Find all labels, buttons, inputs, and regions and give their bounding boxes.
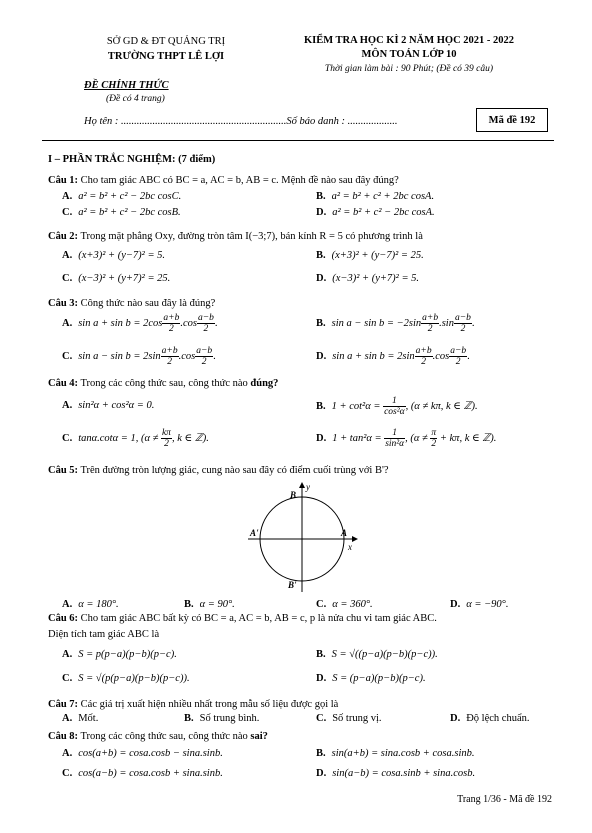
q6-option-a: A. S = p(p−a)(p−b)(p−c). bbox=[62, 649, 177, 660]
label-b-prime: B' bbox=[288, 580, 297, 590]
label-y: y bbox=[306, 482, 310, 492]
question-label: Câu 8: bbox=[48, 731, 79, 742]
q3-option-c: C. sin a − sin b = 2sin $\frac{a+b}{2}$ .cos $\frac{a-b}{2}$ . bbox=[62, 346, 216, 367]
section-title bbox=[48, 154, 215, 165]
label-b: B bbox=[290, 490, 297, 500]
q7-option-d: D. Độ lệch chuẩn. bbox=[450, 713, 530, 724]
q2-option-d: D. (x−3)² + (y+7)² = 5. bbox=[316, 273, 420, 284]
question-text: Trong các công thức sau, công thức nào bbox=[80, 378, 251, 389]
q1-option-d: D. a² = b² + c² − 2bc cosA. bbox=[316, 207, 435, 218]
header-divider bbox=[42, 140, 554, 141]
q2-option-a: A. (x+3)² + (y−7)² = 5. bbox=[62, 250, 166, 261]
q2-option-b: B. (x+3)² + (y−7)² = 25. bbox=[316, 250, 424, 261]
label-a: A bbox=[341, 528, 348, 538]
question-text: Trong mặt phẳng Oxy, đường tròn tâm I(−3;7), bán kính R = 5 có phương trình là bbox=[80, 231, 423, 242]
question-text: Diện tích tam giác ABC là bbox=[48, 629, 160, 640]
question-label: Câu 3: bbox=[48, 298, 79, 309]
q4-option-b: B. 1 + cot²α = $\frac{1}{\text{cos²α}}$ , (α ≠ kπ, k ∈ ℤ). bbox=[316, 396, 478, 417]
q7-option-c: C. Số trung vị. bbox=[316, 713, 382, 724]
question-emphasis: đúng? bbox=[250, 378, 279, 389]
q5-option-d: D. α = −90°. bbox=[450, 599, 509, 610]
q4-option-c: C. tanα.cotα = 1, (α ≠ $\frac{k\pi}{2}$ , k ∈ ℤ). bbox=[62, 428, 209, 449]
label-x: x bbox=[348, 542, 352, 552]
time-note: Thời gian làm bài : 90 Phút; (Đề có 39 câu) bbox=[324, 64, 494, 74]
official-label: ĐỀ CHÍNH THỨC bbox=[84, 80, 169, 91]
q6-option-d: D. S = (p−a)(p−b)(p−c). bbox=[316, 673, 426, 684]
q1-option-c: C. a² = b² + c² − 2bc cosB. bbox=[62, 207, 181, 218]
q7-option-b: B. Số trung bình. bbox=[184, 713, 260, 724]
question-text: Trên đường tròn lượng giác, cung nào sau đây có điểm cuối trùng với B'? bbox=[80, 465, 389, 476]
unit-circle-figure bbox=[240, 480, 360, 598]
question-2 bbox=[48, 231, 423, 242]
pages-note: (Đề có 4 trang) bbox=[106, 94, 165, 104]
question-label: Câu 2: bbox=[48, 231, 79, 242]
q1-option-a: A. a² = b² + c² − 2bc cosC. bbox=[62, 191, 182, 202]
question-5 bbox=[48, 465, 389, 476]
label-a-prime: A' bbox=[250, 528, 259, 538]
q3-option-a: A. sin a + sin b = 2cos $\frac{a+b}{2}$ .cos $\frac{a-b}{2}$ . bbox=[62, 313, 218, 334]
question-8 bbox=[48, 731, 268, 742]
page-footer: Trang 1/36 - Mã đề 192 bbox=[457, 794, 552, 805]
q1-option-b: B. a² = b² + c² + 2bc cosA. bbox=[316, 191, 435, 202]
q8-option-c: C. cos(a−b) = cosa.cosb + sina.sinb. bbox=[62, 768, 223, 779]
q2-option-c: C. (x−3)² + (y+7)² = 25. bbox=[62, 273, 171, 284]
question-7 bbox=[48, 699, 338, 710]
question-label: Câu 7: bbox=[48, 699, 79, 710]
question-4 bbox=[48, 378, 278, 389]
x-axis-arrow bbox=[352, 536, 358, 542]
question-label: Câu 1: bbox=[48, 175, 79, 186]
q8-option-a: A. cos(a+b) = cosa.cosb − sina.sinb. bbox=[62, 748, 223, 759]
header-left bbox=[66, 34, 266, 64]
section-title-text: I – PHẦN TRẮC NGHIỆM: (7 điểm) bbox=[48, 154, 216, 165]
question-3 bbox=[48, 298, 215, 309]
q3-option-d: D. sin a + sin b = 2sin $\frac{a+b}{2}$ .cos $\frac{a-b}{2}$ . bbox=[316, 346, 470, 367]
q5-option-b: B. α = 90°. bbox=[184, 599, 235, 610]
q8-option-d: D. sin(a−b) = cosa.sinb + sina.cosb. bbox=[316, 768, 476, 779]
name-line: Họ tên : ...............................................................Số báo danh : ................... bbox=[84, 116, 398, 127]
q3-option-b: B. sin a − sin b = −2sin $\frac{a+b}{2}$ .sin $\frac{a-b}{2}$ . bbox=[316, 313, 475, 334]
question-6-line2 bbox=[48, 629, 159, 640]
subject: MÔN TOÁN LỚP 10 bbox=[361, 49, 457, 60]
exam-code-box: Mã đề 192 bbox=[476, 108, 548, 132]
question-1 bbox=[48, 175, 399, 186]
question-label: Câu 6: bbox=[48, 613, 79, 624]
y-axis-arrow bbox=[299, 482, 305, 488]
q4-option-a: A. sin²α + cos²α = 0. bbox=[62, 400, 155, 411]
question-6 bbox=[48, 613, 437, 624]
question-label: Câu 4: bbox=[48, 378, 79, 389]
question-text: Công thức nào sau đây là đúng? bbox=[80, 298, 216, 309]
exam-title: KIỂM TRA HỌC KÌ 2 NĂM HỌC 2021 - 2022 bbox=[303, 35, 515, 46]
school-name: TRƯỜNG THPT LÊ LỢI bbox=[107, 51, 225, 62]
question-text: Cho tam giác ABC bất kỳ có BC = a, AC = b, AB = c, p là nửa chu vi tam giác ABC. bbox=[80, 613, 437, 624]
q8-option-b: B. sin(a+b) = sina.cosb + cosa.sinb. bbox=[316, 748, 475, 759]
q5-option-a: A. α = 180°. bbox=[62, 599, 119, 610]
header-right bbox=[280, 34, 538, 76]
dept-name: SỞ GD & ĐT QUẢNG TRỊ bbox=[106, 36, 226, 47]
question-text: Các giá trị xuất hiện nhiều nhất trong mẫu số liệu được gọi là bbox=[80, 699, 339, 710]
q5-option-c: C. α = 360°. bbox=[316, 599, 373, 610]
q6-option-c: C. S = √(p(p−a)(p−b)(p−c)). bbox=[62, 673, 190, 684]
q6-option-b: B. S = √((p−a)(p−b)(p−c)). bbox=[316, 649, 438, 660]
q4-option-d: D. 1 + tan²α = $\frac{1}{\text{sin²α}}$ , (α ≠ $\frac{\pi}{2}$ + kπ, k ∈ ℤ). bbox=[316, 428, 497, 449]
question-text: Cho tam giác ABC có BC = a, AC = b, AB = c. Mệnh đề nào sau đây đúng? bbox=[80, 175, 399, 186]
question-emphasis: sai? bbox=[250, 731, 268, 742]
question-text: Trong các công thức sau, công thức nào bbox=[80, 731, 251, 742]
q7-option-a: A. Mốt. bbox=[62, 713, 99, 724]
question-label: Câu 5: bbox=[48, 465, 79, 476]
